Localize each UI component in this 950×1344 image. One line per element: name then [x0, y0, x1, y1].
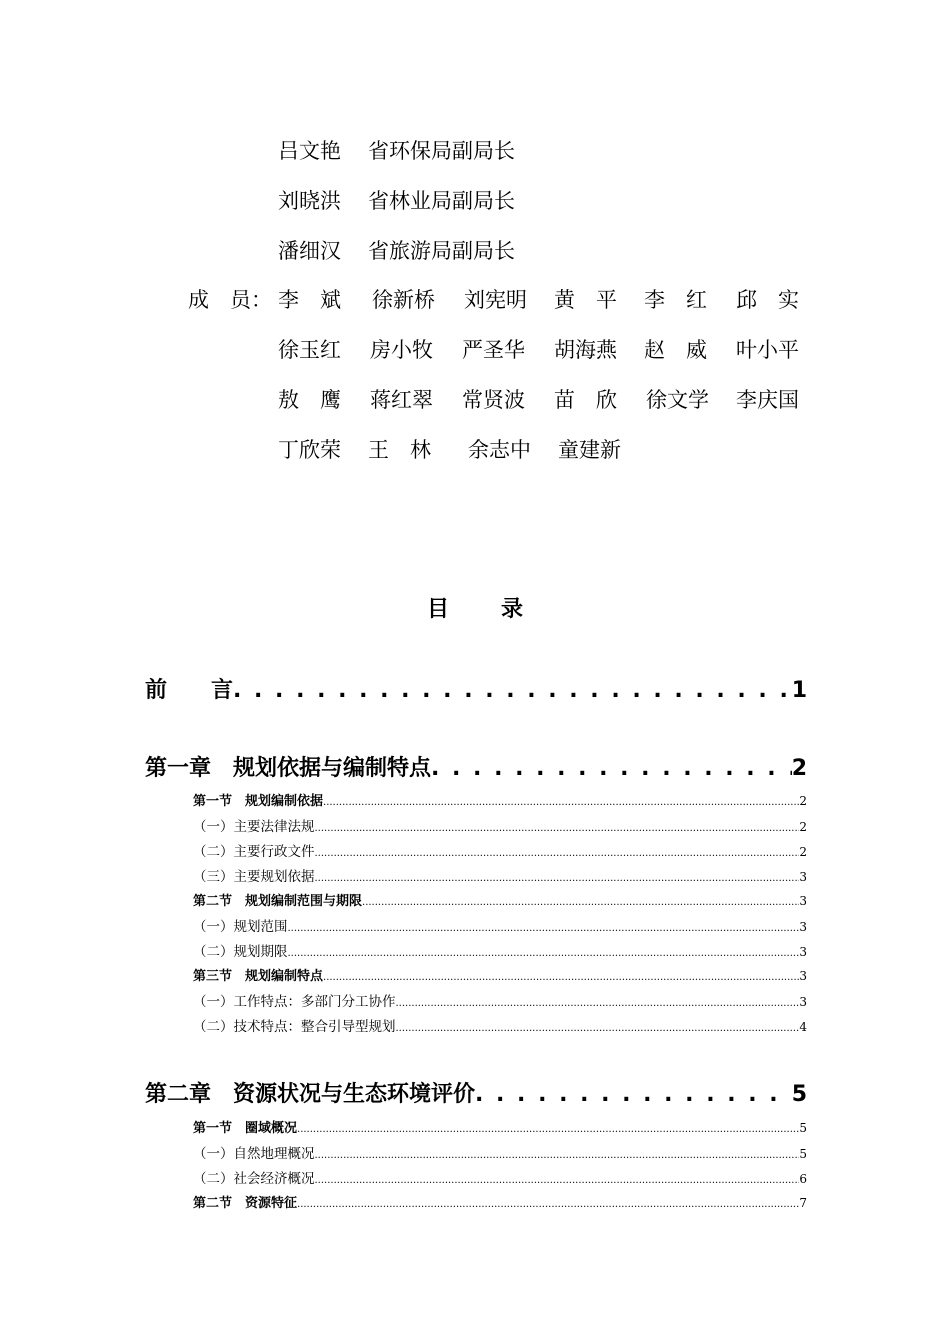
toc-page-number: 2	[791, 756, 807, 781]
toc-leader-dots	[315, 869, 800, 885]
leader-role: 省旅游局副局长	[368, 239, 515, 263]
members-row	[278, 337, 808, 363]
members-row	[278, 287, 808, 313]
toc-page-number: 2	[799, 820, 807, 834]
toc-page-number: 5	[791, 1082, 807, 1107]
toc-entry-title: 前 言	[145, 678, 234, 703]
members-label: 成 员：	[188, 288, 272, 312]
toc-entry-title: 第二节 规划编制范围与期限	[193, 894, 363, 909]
toc-page-number: 3	[799, 870, 807, 884]
leader-name: 吕文艳	[278, 139, 341, 163]
toc-page-number: 4	[799, 1020, 807, 1034]
toc-leader-dots	[396, 994, 800, 1010]
member-name: 胡海燕	[554, 338, 617, 362]
toc-chapter[interactable]	[145, 1077, 807, 1109]
toc-page-number: 5	[799, 1121, 807, 1135]
toc-leader-dots	[233, 678, 792, 703]
member-name: 邱 实	[736, 288, 799, 312]
member-name: 严圣华	[462, 338, 525, 362]
member-name: 赵 威	[644, 338, 707, 362]
toc-leader-dots	[475, 1082, 792, 1107]
toc-leader-dots	[297, 1196, 799, 1211]
toc-page-number: 7	[799, 1196, 807, 1210]
toc-leader-dots	[288, 919, 800, 935]
member-name: 敖 鹰	[278, 388, 341, 412]
member-name: 刘宪明	[464, 288, 527, 312]
toc-page-number: 5	[799, 1147, 807, 1161]
toc-section[interactable]	[193, 1117, 807, 1137]
toc-chapter[interactable]	[145, 673, 807, 705]
member-name: 苗 欣	[554, 388, 617, 412]
leader-row	[278, 238, 515, 264]
toc-leader-dots	[362, 894, 799, 909]
toc-leader-dots	[323, 969, 799, 984]
toc-entry-title: （一）规划范围	[193, 919, 288, 935]
toc-entry-title: 第三节 规划编制特点	[193, 969, 324, 984]
member-name: 丁欣荣	[278, 438, 341, 462]
toc-entry-title: （二）主要行政文件	[193, 844, 315, 860]
toc-item[interactable]	[193, 915, 807, 935]
toc-item[interactable]	[193, 1015, 807, 1035]
toc-title-char: 录	[501, 597, 524, 622]
toc-leader-dots	[431, 756, 792, 781]
toc-chapter[interactable]	[145, 751, 807, 783]
member-name: 房小牧	[370, 338, 433, 362]
member-name: 王 林	[368, 438, 431, 462]
toc-page-number: 3	[799, 945, 807, 959]
leader-name: 潘细汉	[278, 239, 341, 263]
member-name: 童建新	[558, 438, 621, 462]
toc-item[interactable]	[193, 990, 807, 1010]
toc-section[interactable]	[193, 790, 807, 810]
member-name: 李 红	[644, 288, 707, 312]
toc-entry-title: （二）技术特点：整合引导型规划	[193, 1019, 396, 1035]
toc-page-number: 2	[799, 794, 807, 808]
member-name: 徐玉红	[278, 338, 341, 362]
members-row	[278, 437, 808, 463]
toc-page-number: 3	[799, 894, 807, 908]
toc-page-number: 2	[799, 845, 807, 859]
toc-item[interactable]	[193, 815, 807, 835]
toc-entry-title: 第二节 资源特征	[193, 1196, 298, 1211]
toc-entry-title: （二）规划期限	[193, 944, 288, 960]
member-name: 李 斌	[278, 288, 341, 312]
toc-entry-title: 第二章 资源状况与生态环境评价	[145, 1082, 476, 1107]
member-name: 徐文学	[646, 388, 709, 412]
members-row	[278, 387, 808, 413]
toc-entry-title: （一）工作特点：多部门分工协作	[193, 994, 396, 1010]
toc-leader-dots	[288, 944, 800, 960]
toc-title-char: 目	[426, 597, 449, 622]
toc-entry-title: （二）社会经济概况	[193, 1171, 315, 1187]
toc-leader-dots	[315, 1171, 800, 1187]
member-name: 蒋红翠	[370, 388, 433, 412]
toc-title	[0, 592, 950, 623]
toc-entry-title: （一）主要法律法规	[193, 819, 315, 835]
toc-item[interactable]	[193, 1167, 807, 1187]
member-name: 徐新桥	[372, 288, 435, 312]
toc-item[interactable]	[193, 1142, 807, 1162]
member-name: 黄 平	[554, 288, 617, 312]
member-name: 余志中	[468, 438, 531, 462]
member-name: 常贤波	[462, 388, 525, 412]
toc-leader-dots	[297, 1121, 799, 1136]
toc-entry-title: 第一节 圈域概况	[193, 1121, 298, 1136]
toc-page-number: 6	[799, 1172, 807, 1186]
toc-page-number: 3	[799, 920, 807, 934]
leader-role: 省环保局副局长	[368, 139, 515, 163]
leader-row	[278, 138, 515, 164]
toc-item[interactable]	[193, 940, 807, 960]
toc-section[interactable]	[193, 890, 807, 910]
toc-page-number: 1	[791, 678, 807, 703]
toc-item[interactable]	[193, 840, 807, 860]
member-name: 李庆国	[736, 388, 799, 412]
leader-row	[278, 188, 515, 214]
leader-role: 省林业局副局长	[368, 189, 515, 213]
toc-item[interactable]	[193, 865, 807, 885]
toc-leader-dots	[396, 1019, 800, 1035]
toc-page-number: 3	[799, 995, 807, 1009]
member-name: 叶小平	[736, 338, 799, 362]
toc-entry-title: （三）主要规划依据	[193, 869, 315, 885]
toc-page-number: 3	[799, 969, 807, 983]
toc-leader-dots	[315, 844, 800, 860]
toc-leader-dots	[315, 1146, 800, 1162]
toc-entry-title: 第一节 规划编制依据	[193, 794, 324, 809]
toc-entry-title: （一）自然地理概况	[193, 1146, 315, 1162]
toc-leader-dots	[323, 794, 799, 809]
toc-entry-title: 第一章 规划依据与编制特点	[145, 756, 432, 781]
toc-leader-dots	[315, 819, 800, 835]
toc-section[interactable]	[193, 1192, 807, 1212]
leader-name: 刘晓洪	[278, 189, 341, 213]
toc-section[interactable]	[193, 965, 807, 985]
